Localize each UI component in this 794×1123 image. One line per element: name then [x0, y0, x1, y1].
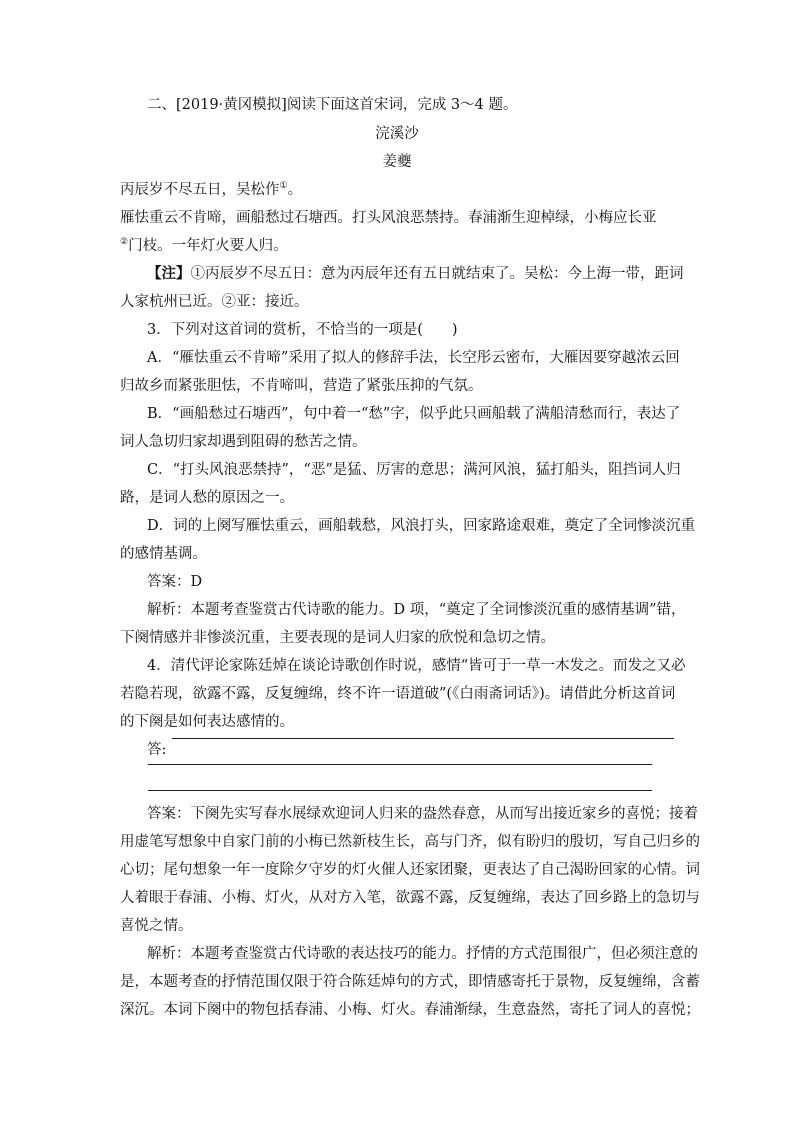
q4-answer-2: 用虚笔写想象中自家门前的小梅已然新枝生长，高与门齐，似有盼归的殷切，写自己归乡的 [120, 834, 700, 850]
q3-option-d-1: D．词的上阕写雁怯重云，画船载愁，风浪打头，回家路途艰难，奠定了全词惨淡沉重 [147, 518, 696, 534]
notes-text-1: ①丙辰岁不尽五日：意为丙辰年还有五日就结束了。吴松：今上海一带，距词 [190, 266, 684, 282]
notes-label: 【注】 [147, 265, 191, 282]
answer-blank-line-3 [148, 790, 652, 791]
notes-line-1 [147, 264, 684, 284]
q4-answer-3: 心切；尾句想象一年一度除夕守岁的灯火催人还家团聚，更表达了自己渴盼回家的心情。词 [120, 862, 700, 878]
q4-answer-4: 人着眼于春浦、小梅、灯火，从对方入笔，欲露不露，反复缠绵，表达了回乡路上的急切与 [120, 890, 700, 906]
section-header: 二、[2019·黄冈模拟]阅读下面这首宋词，完成 3～4 题。 [147, 97, 518, 113]
poem-preface [120, 180, 680, 200]
notes-line-2: 人家杭州已近。②亚：接近。 [120, 294, 309, 310]
footnote-mark-2: ② [120, 237, 129, 248]
q3-stem: 3．下列对这首词的赏析，不恰当的一项是( ) [147, 322, 458, 338]
q3-option-d-2: 的感情基调。 [120, 546, 207, 562]
q3-option-b-2: 词人急切归家却遇到阻碍的愁苦之情。 [120, 434, 367, 450]
poem-line-2-text: 门枝。一年灯火要人归。 [128, 238, 288, 254]
q3-option-a-1: A．“雁怯重云不肯啼”采用了拟人的修辞手法，长空彤云密布，大雁因要穿越浓云回 [147, 350, 680, 366]
preface-period: 。 [287, 182, 303, 198]
poem-line-2 [120, 236, 680, 256]
q4-stem-1: 4．清代评论家陈廷焯在谈论诗歌创作时说，感情“皆可于一草一木发之。而发之又必 [147, 658, 686, 674]
answer-blank-line-1 [172, 738, 674, 739]
q3-answer: 答案：D [147, 574, 203, 590]
poem-title: 浣溪沙 [375, 126, 419, 142]
footnote-mark-1: ① [279, 181, 288, 192]
q4-stem-3: 的下阕是如何表达感情的。 [120, 714, 294, 730]
q4-analysis-3: 深沉。本词下阕中的物包括春浦、小梅、灯火。春浦渐绿，生意盎然，寄托了词人的喜悦； [120, 1002, 700, 1018]
poem-line-1: 雁怯重云不肯啼，画船愁过石塘西。打头风浪恶禁持。春浦渐生迎棹绿，小梅应长亚 [120, 210, 657, 226]
poem-preface-text: 丙辰岁不尽五日，吴松作 [120, 182, 280, 198]
answer-blank-line-2 [148, 764, 652, 765]
q3-option-b-1: B．“画船愁过石塘西”，句中着一“愁”字，似乎此只画船载了满船清愁而行，表达了 [147, 406, 681, 422]
q3-option-c-1: C．“打头风浪恶禁持”，“恶”是猛、厉害的意思；满河风浪，猛打船头，阻挡词人归 [147, 462, 681, 478]
q3-option-c-2: 路，是词人愁的原因之一。 [120, 490, 294, 506]
q4-stem-2: 若隐若现，欲露不露，反复缠绵，终不许一语道破”(《白雨斋词话》)。请借此分析这首词 [120, 686, 676, 702]
q4-answer-1: 答案：下阕先实写春水展绿欢迎词人归来的盎然春意，从而写出接近家乡的喜悦；接着 [147, 806, 698, 822]
q3-option-a-2: 归故乡而紧张胆怯，不肯啼叫，营造了紧张压抑的气氛。 [120, 378, 483, 394]
q4-answer-5: 喜悦之情。 [120, 918, 193, 934]
q3-analysis-2: 下阕情感并非惨淡沉重，主要表现的是词人归家的欣悦和急切之情。 [120, 630, 555, 646]
q3-analysis-1: 解析：本题考查鉴赏古代诗歌的能力。D 项，“奠定了全词惨淡沉重的感情基调”错， [147, 602, 686, 618]
poem-author: 姜夔 [382, 154, 412, 170]
q4-analysis-2: 是，本题考查的抒情范围仅限于符合陈廷焯句的方式，即情感寄托于景物，反复缠绵，含蓄 [120, 974, 700, 990]
q4-analysis-1: 解析：本题考查鉴赏古代诗歌的表达技巧的能力。抒情的方式范围很广，但必须注意的 [147, 946, 698, 962]
q4-answer-label: 答: [147, 742, 167, 758]
